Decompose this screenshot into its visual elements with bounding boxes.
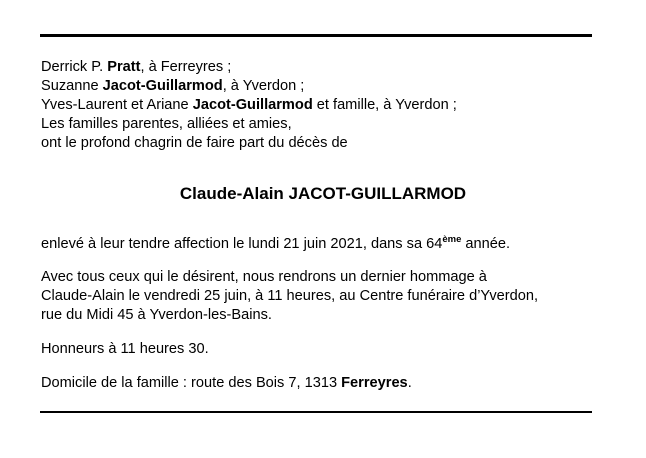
mourner-line-3: Yves-Laurent et Ariane Jacot-Guillarmod et famille, à Yverdon ; (41, 97, 457, 113)
top-rule (40, 34, 592, 37)
mourner-line-1: Derrick P. Pratt, à Ferreyres ; (41, 59, 232, 75)
ceremony-line-3: rue du Midi 45 à Yverdon-les-Bains. (41, 307, 272, 323)
deceased-name: Claude-Alain JACOT-GUILLARMOD (179, 184, 467, 203)
honours-line: Honneurs à 11 heures 30. (41, 341, 209, 357)
ordinal-suffix: ème (442, 234, 462, 245)
mourner-line-4: Les familles parentes, alliées et amies, (41, 116, 292, 132)
announcement-line: ont le profond chagrin de faire part du décès de (41, 135, 348, 151)
bottom-rule (40, 411, 592, 413)
ceremony-line-1: Avec tous ceux qui le désirent, nous rendrons un dernier hommage à (41, 269, 487, 285)
mourner-line-2: Suzanne Jacot-Guillarmod, à Yverdon ; (41, 78, 305, 94)
ceremony-line-2: Claude-Alain le vendredi 25 juin, à 11 heures, au Centre funéraire d’Yverdon, (41, 288, 539, 304)
domicile-line: Domicile de la famille : route des Bois 7, 1313 Ferreyres. (41, 375, 412, 391)
death-line: enlevé à leur tendre affection le lundi 21 juin 2021, dans sa 64ème année. (41, 234, 511, 252)
